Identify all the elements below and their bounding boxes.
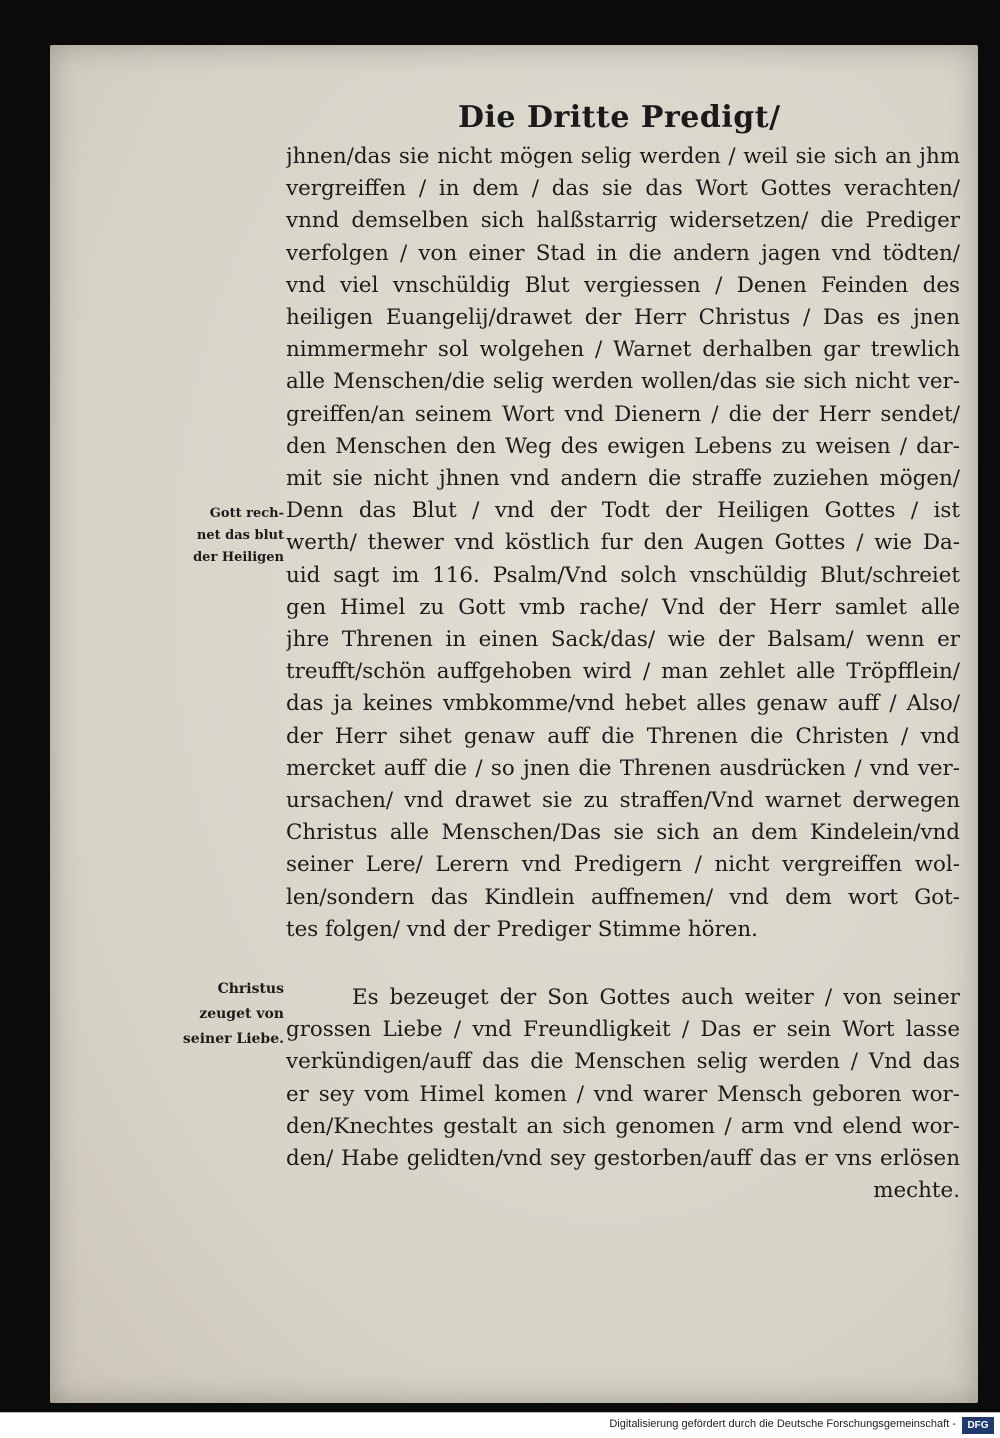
text-line: den/Knechtes gestalt an sich genomen / arm vnd elend wor- [286, 1113, 960, 1139]
catchword: mechte. [873, 1178, 960, 1204]
margin-note-line: zeuget von [199, 1006, 284, 1022]
text-line: das ja keines vmbkomme/vnd hebet alles genaw auff / Also/ [286, 691, 960, 717]
text-line: heiligen Euangelij/drawet der Herr Christus / Das es jnen [286, 305, 960, 331]
text-line: len/sondern das Kindlein auffnemen/ vnd dem wort Got- [286, 884, 960, 910]
text-line: er sey vom Himel komen / vnd warer Mensch geboren wor- [286, 1081, 960, 1107]
text-line: verkündigen/auff das die Menschen selig werden / Vnd das [286, 1049, 960, 1075]
funding-notice: Digitalisierung gefördert durch die Deutsche Forschungsgemeinschaft - [609, 1418, 956, 1430]
text-line: uid sagt im 116. Psalm/Vnd solch vnschüldig Blut/schreiet [286, 562, 960, 588]
text-line: gen Himel zu Gott vmb rache/ Vnd der Herr samlet alle [286, 594, 960, 620]
margin-note-line: seiner Liebe. [182, 1031, 284, 1047]
text-line: werth/ thewer vnd köstlich fur den Augen Gottes / wie Da- [286, 530, 960, 556]
dfg-logo: DFG [962, 1417, 994, 1434]
text-line: Es bezeuget der Son Gottes auch weiter / von seiner [352, 985, 960, 1011]
text-line: der Herr sihet genaw auff die Threnen die Christen / vnd [286, 723, 960, 749]
margin-note-line: Christus [217, 981, 284, 997]
text-line: grossen Liebe / vnd Freundligkeit / Das er sein Wort lasse [286, 1017, 960, 1043]
margin-note-christus-zeuget [160, 977, 284, 1052]
footer-bar [0, 1412, 1000, 1438]
text-line: Denn das Blut / vnd der Todt der Heiligen Gottes / ist [286, 498, 960, 524]
margin-note-line: net das blut [196, 528, 284, 543]
text-line: ursachen/ vnd drawet sie zu straffen/Vnd warnet derwegen [286, 788, 960, 814]
text-line: nimmermehr sol wolgehen / Warnet derhalben gar trewlich [286, 337, 960, 363]
main-text-block [286, 141, 960, 1208]
paragraph-1 [286, 141, 960, 946]
text-line: den/ Habe gelidten/vnd sey gestorben/auff das er vns erlösen [286, 1146, 960, 1172]
text-line: alle Menschen/die selig werden wollen/das sie sich nicht ver- [286, 369, 960, 395]
text-line: vnnd demselben sich halßstarrig widersetzen/ die Prediger [286, 208, 960, 234]
text-line: tes folgen/ vnd der Prediger Stimme hören. [286, 916, 758, 942]
document-page [50, 45, 978, 1403]
text-line: seiner Lere/ Lerern vnd Predigern / nicht vergreiffen wol- [286, 852, 960, 878]
margin-note-line: Gott rech- [209, 506, 284, 521]
page-header: Die Dritte Predigt/ [458, 100, 781, 135]
text-line: Christus alle Menschen/Das sie sich an dem Kindelein/vnd [286, 820, 960, 846]
text-line: vergreiffen / in dem / das sie das Wort Gottes verachten/ [286, 176, 960, 202]
margin-note-gott-rechnet [160, 503, 284, 569]
text-line: den Menschen den Weg des ewigen Lebens zu weisen / dar- [286, 433, 960, 459]
text-line: jhre Threnen in einen Sack/das/ wie der Balsam/ wenn er [286, 627, 960, 653]
paragraph-2 [286, 982, 960, 1207]
text-line: greiffen/an seinem Wort vnd Dienern / die der Herr sendet/ [286, 401, 960, 427]
margin-note-line: der Heiligen [193, 550, 284, 565]
text-line: mercket auff die / so jnen die Threnen ausdrücken / vnd ver- [286, 755, 960, 781]
text-line: verfolgen / von einer Stad in die andern jagen vnd tödten/ [286, 240, 960, 266]
text-line: vnd viel vnschüldig Blut vergiessen / Denen Feinden des [286, 272, 960, 298]
text-line: treufft/schön auffgehoben wird / man zehlet alle Tröpfflein/ [286, 659, 960, 685]
paragraph-gap [286, 946, 960, 982]
text-line: jhnen/das sie nicht mögen selig werden / weil sie sich an jhm [286, 144, 960, 169]
text-line: mit sie nicht jhnen vnd andern die straffe zuziehen mögen/ [286, 466, 960, 492]
